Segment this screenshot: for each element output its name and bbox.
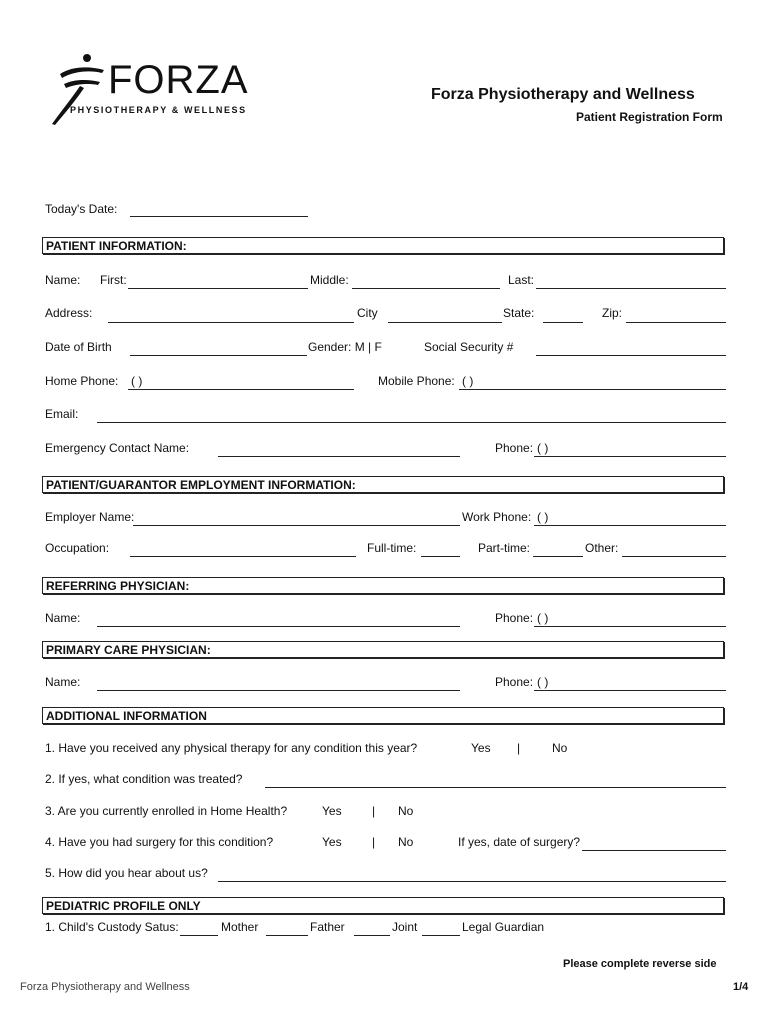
question-2: 2. If yes, what condition was treated? — [45, 772, 243, 786]
zip-field[interactable] — [626, 322, 726, 323]
custody-mother-option: Mother — [221, 920, 259, 934]
section-additional-information: ADDITIONAL INFORMATION — [42, 707, 724, 724]
custody-guardian-option: Legal Guardian — [462, 920, 545, 934]
referring-phone-field[interactable] — [534, 626, 726, 627]
gender-label[interactable]: Gender: M | F — [308, 340, 382, 354]
work-phone-field[interactable] — [534, 525, 726, 526]
last-name-field[interactable] — [536, 288, 726, 289]
first-name-field[interactable] — [128, 288, 308, 289]
logo-figure-icon — [50, 52, 106, 127]
home-phone-label: Home Phone: — [45, 374, 119, 388]
last-name-label: Last: — [508, 273, 535, 287]
address-label: Address: — [45, 306, 93, 320]
city-field[interactable] — [388, 322, 502, 323]
q4-yes-option[interactable]: Yes — [322, 835, 342, 849]
primary-name-field[interactable] — [97, 690, 460, 691]
state-field[interactable] — [543, 322, 583, 323]
parttime-label: Part-time: — [478, 541, 531, 555]
q1-yes-option[interactable]: Yes — [471, 741, 491, 755]
question-4: 4. Have you had surgery for this condition? — [45, 835, 274, 849]
employer-name-label: Employer Name: — [45, 510, 135, 524]
primary-phone-label: Phone: — [495, 675, 534, 689]
occupation-field[interactable] — [130, 556, 356, 557]
logo — [50, 52, 250, 127]
emergency-phone-field[interactable] — [534, 456, 726, 457]
work-phone-label: Work Phone: — [462, 510, 532, 524]
section-employment-information: PATIENT/GUARANTOR EMPLOYMENT INFORMATION: — [42, 476, 724, 493]
middle-name-field[interactable] — [352, 288, 500, 289]
todays-date-label: Today's Date: — [45, 202, 118, 216]
father-check-field[interactable] — [266, 935, 308, 936]
q2-answer-field[interactable] — [265, 787, 726, 788]
question-3: 3. Are you currently enrolled in Home Health? — [45, 804, 288, 818]
name-label: Name: — [45, 273, 81, 287]
employer-name-field[interactable] — [133, 525, 460, 526]
custody-joint-option: Joint — [392, 920, 418, 934]
logo-wordmark: FORZA — [108, 58, 249, 102]
mobile-phone-label: Mobile Phone: — [378, 374, 455, 388]
primary-phone-area: ( ) — [537, 675, 549, 689]
question-5: 5. How did you hear about us? — [45, 866, 208, 880]
other-field[interactable] — [622, 556, 726, 557]
q5-answer-field[interactable] — [218, 881, 726, 882]
work-phone-area: ( ) — [537, 510, 549, 524]
page-number: 1/4 — [733, 981, 749, 993]
other-label: Other: — [585, 541, 619, 555]
custody-status-label: 1. Child's Custody Satus: — [45, 920, 179, 934]
referring-name-field[interactable] — [97, 626, 460, 627]
q3-separator: | — [372, 804, 376, 818]
primary-name-label: Name: — [45, 675, 81, 689]
q4-separator: | — [372, 835, 376, 849]
middle-name-label: Middle: — [310, 273, 349, 287]
question-1: 1. Have you received any physical therapy for any condition this year? — [45, 741, 418, 755]
q3-yes-option[interactable]: Yes — [322, 804, 342, 818]
emergency-contact-field[interactable] — [218, 456, 460, 457]
parttime-field[interactable] — [533, 556, 583, 557]
state-label: State: — [503, 306, 535, 320]
page-title: Forza Physiotherapy and Wellness — [431, 86, 695, 103]
custody-father-option: Father — [310, 920, 345, 934]
referring-name-label: Name: — [45, 611, 81, 625]
emergency-contact-label: Emergency Contact Name: — [45, 441, 190, 455]
primary-phone-field[interactable] — [534, 690, 726, 691]
q3-no-option[interactable]: No — [398, 804, 414, 818]
dob-field[interactable] — [130, 355, 307, 356]
section-primary-care-physician: PRIMARY CARE PHYSICIAN: — [42, 641, 724, 658]
ssn-field[interactable] — [536, 355, 726, 356]
first-name-label: First: — [100, 273, 127, 287]
q1-separator: | — [517, 741, 521, 755]
footer-org-name: Forza Physiotherapy and Wellness — [20, 981, 190, 993]
home-phone-field[interactable] — [128, 389, 354, 390]
emergency-phone-label: Phone: — [495, 441, 534, 455]
section-patient-information: PATIENT INFORMATION: — [42, 237, 724, 254]
section-pediatric-profile: PEDIATRIC PROFILE ONLY — [42, 897, 724, 914]
occupation-label: Occupation: — [45, 541, 110, 555]
section-referring-physician: REFERRING PHYSICIAN: — [42, 577, 724, 594]
page-subtitle: Patient Registration Form — [576, 110, 723, 124]
email-field[interactable] — [97, 422, 726, 423]
surgery-date-field[interactable] — [582, 850, 726, 851]
city-label: City — [357, 306, 378, 320]
referring-phone-area: ( ) — [537, 611, 549, 625]
q4-no-option[interactable]: No — [398, 835, 414, 849]
ssn-label: Social Security # — [424, 340, 514, 354]
fulltime-field[interactable] — [421, 556, 460, 557]
zip-label: Zip: — [602, 306, 623, 320]
joint-check-field[interactable] — [354, 935, 390, 936]
q1-no-option[interactable]: No — [552, 741, 568, 755]
logo-tagline: PHYSIOTHERAPY & WELLNESS — [70, 105, 247, 115]
surgery-date-label: If yes, date of surgery? — [458, 835, 581, 849]
referring-phone-label: Phone: — [495, 611, 534, 625]
email-label: Email: — [45, 407, 79, 421]
fulltime-label: Full-time: — [367, 541, 417, 555]
address-field[interactable] — [108, 322, 354, 323]
guardian-check-field[interactable] — [422, 935, 460, 936]
mother-check-field[interactable] — [180, 935, 218, 936]
reverse-side-note: Please complete reverse side — [563, 958, 717, 970]
dob-label: Date of Birth — [45, 340, 112, 354]
mobile-phone-area: ( ) — [462, 374, 474, 388]
emergency-phone-area: ( ) — [537, 441, 549, 455]
home-phone-area: ( ) — [131, 374, 143, 388]
todays-date-field[interactable] — [130, 216, 308, 217]
mobile-phone-field[interactable] — [459, 389, 726, 390]
